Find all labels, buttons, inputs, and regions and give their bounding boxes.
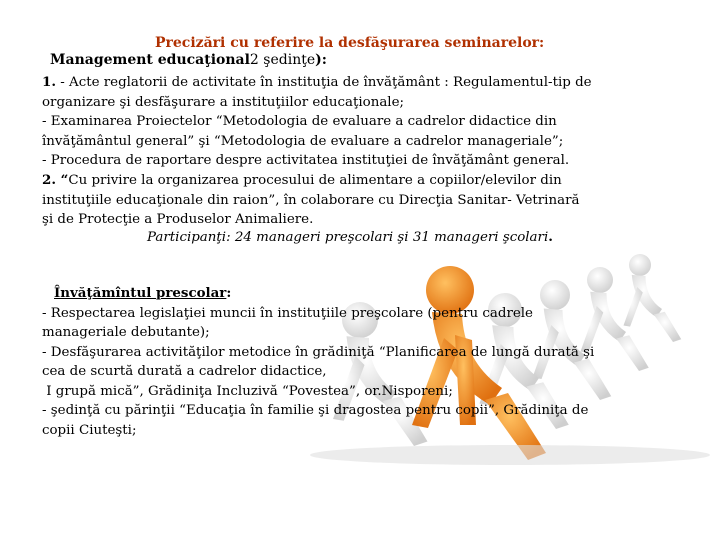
text-line: cea de scurtă durată a cadrelor didactice, <box>42 364 327 379</box>
item-number: 1. <box>42 74 56 90</box>
text-line: - şedinţă cu părinţii “Educaţia în familie şi dragostea pentru copii”, Grădiniţa de <box>42 403 589 418</box>
line-text: instituţiile educaţionale din raion”, în colaborare cu Direcţia Sanitar- Vetrinară <box>42 192 580 208</box>
text-line: copii Ciuteşti; <box>42 422 137 438</box>
subtitle-sessions: 2 şedinţe <box>249 52 316 68</box>
section-management <box>42 73 712 230</box>
line-text: - Acte reglatorii de activitate în instituţia de învăţământ : Regulamentul-tip de <box>55 75 592 90</box>
text-line <box>42 210 712 230</box>
line-text: - Procedura de raportare despre activitatea instituţiei de învăţământ general. <box>42 153 570 169</box>
text-line: I grupă mică”, Grădiniţa Incluzivă “Povestea”, or.Nisporeni; <box>42 383 453 399</box>
text-line <box>42 73 712 93</box>
subtitle <box>50 52 327 68</box>
line-text: - Examinarea Proiectelor “Metodologia de evaluare a cadrelor didactice din <box>42 114 557 130</box>
line-text: organizare şi desfăşurare a instituţiilor educaţionale; <box>42 94 405 110</box>
subtitle-close: ): <box>315 52 327 68</box>
heading-colon: : <box>226 285 232 301</box>
section-preschool <box>42 284 712 440</box>
subtitle-bold: Management educaţional <box>50 52 250 68</box>
section-heading <box>42 284 712 304</box>
line-text: şi de Protecţie a Produselor Animaliere. <box>42 212 314 228</box>
participants-note <box>147 229 553 245</box>
text-line: - Respectarea legislaţiei muncii în instituţiile preşcolare (pentru cadrele <box>42 305 533 321</box>
participants-end: . <box>548 229 553 245</box>
text-line <box>42 112 712 132</box>
line-text: Cu privire la organizarea procesului de alimentare a copiilor/elevilor din <box>68 172 562 188</box>
text-line <box>42 93 712 113</box>
text-line <box>42 132 712 152</box>
text-line <box>42 191 712 211</box>
text-line <box>42 151 712 171</box>
item-number: 2. “ <box>42 171 69 188</box>
text-line: - Desfăşurarea activităţilor metodice în grădiniţă “Planificarea de lungă durată şi <box>42 344 595 360</box>
text-line: manageriale debutante); <box>42 325 210 340</box>
page-title: Precizări cu referire la desfăşurarea seminarelor: <box>155 35 545 51</box>
line-text: învăţământul general” şi “Metodologia de evaluare a cadrelor manageriale”; <box>42 133 564 149</box>
text-line <box>42 171 712 191</box>
participants-text: Participanţi: 24 manageri preşcolari şi 31 manageri şcolari <box>147 230 549 245</box>
preschool-heading: Învăţămîntul prescolar <box>54 285 227 301</box>
